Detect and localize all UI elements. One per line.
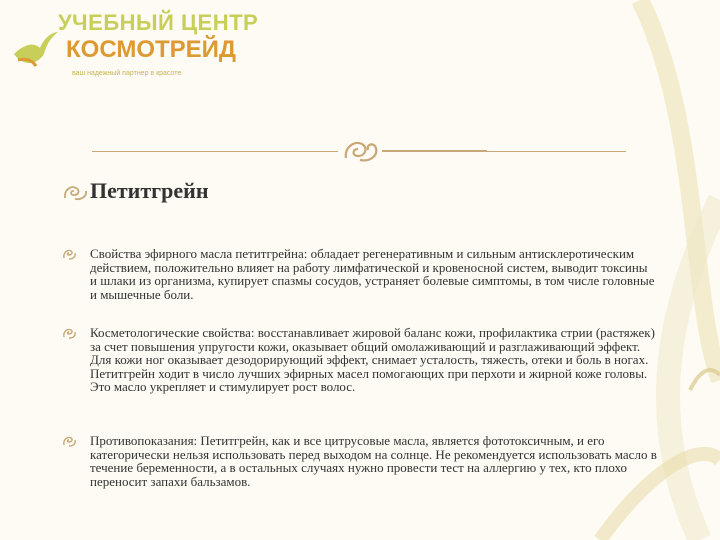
bullet-text-cosmetic: Косметологические свойства: восстанавливает жировой баланс кожи, профилактика стрии (растяжек) за счет повышения упругости кожи, оказывает общий омолаживающий и разглаживающий эффект. Для кожи ног оказывает дезодорирующий эффект, снимает усталость, тяжесть, отеки и боль в ногах. Петитгрейн ходит в число лучших эфирных масел помогающих при перхоти и жирной коже головы. Это масло укрепляет и стимулирует рост волос.: [90, 325, 655, 394]
bullet-item: [62, 247, 657, 301]
swallow-bird-icon: [10, 24, 60, 74]
scroll-bullet-icon: [62, 435, 77, 447]
bullet-text-contraindications: Противопоказания: Петитгрейн, как и все цитрусовые масла, является фототоксичным, и его категорически нельзя использовать перед выходом на солнце. Не рекомендуется использовать масло в течение беременности, а в остальных случаях нужно провести тест на аллергию у тех, кто плохо переносит запахи бальзамов.: [90, 433, 657, 489]
brand-name-line2: КОСМОТРЕЙД: [66, 36, 237, 63]
slide-title-row: [62, 178, 209, 204]
brand-name-line1: УЧЕБНЫЙ ЦЕНТР: [58, 10, 259, 35]
bullet-item: [62, 434, 657, 488]
scroll-bullet-icon: [62, 327, 77, 339]
divider-line-right-accent: [382, 150, 487, 152]
scroll-ornament-icon: [340, 136, 382, 166]
bullet-text-properties: Свойства эфирного масла петитгрейна: обладает регенеративным и сильным антисклеротическим действием, положительно влияет на работу лимфатической и кровеносной систем, выводит токсины и шлаки из организма, купирует спазмы сосудов, устраняет болевые симптомы, в том числе головные и мышечные боли.: [90, 246, 655, 302]
divider-line-left: [92, 151, 338, 152]
scroll-bullet-icon: [62, 248, 77, 260]
brand-tagline: ваш надежный партнер в красоте: [72, 70, 182, 77]
slide-title: Петитгрейн: [90, 178, 209, 203]
brand-logo: [10, 10, 259, 85]
bullet-item: [62, 326, 657, 394]
scroll-bullet-icon: [62, 183, 88, 201]
